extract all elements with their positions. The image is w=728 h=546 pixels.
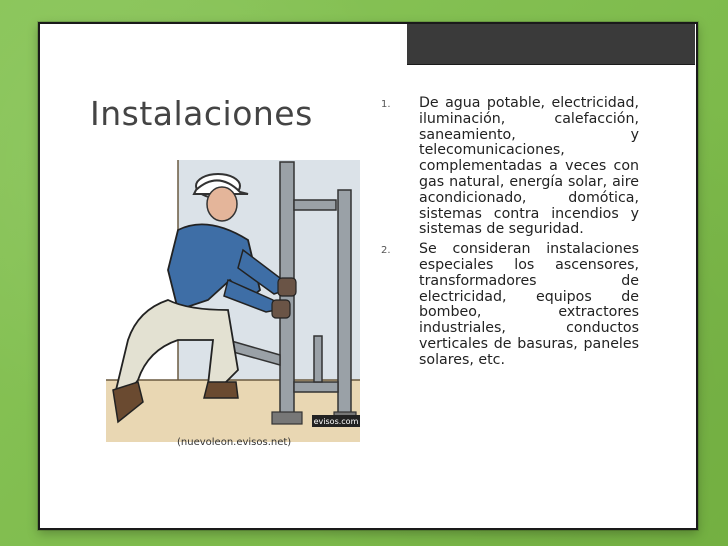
header-tab: [407, 24, 695, 65]
watermark: evisos.com: [313, 417, 359, 426]
plumber-illustration: [98, 160, 360, 442]
list-item: [381, 242, 639, 368]
list-number: 1.: [381, 99, 391, 110]
image-caption: (nuevoleon.evisos.net): [177, 437, 292, 448]
slide-title: Instalaciones: [90, 94, 313, 133]
list-text: Se consideran instalaciones especiales los ascensores, transformadores de electricidad, equipos de bombeo, extractores industriales, conductos verticales de basuras, paneles solares, etc.: [419, 241, 639, 368]
bullet-list: [381, 96, 639, 373]
list-text: De agua potable, electricidad, iluminación, calefacción, saneamiento, y telecomunicaciones, complementadas a veces con gas natural, energía solar, aire acondicionado, domótica, sistemas contra incendios y sistemas de seguridad.: [419, 95, 639, 238]
list-number: 2.: [381, 245, 391, 257]
list-item: [381, 96, 639, 238]
